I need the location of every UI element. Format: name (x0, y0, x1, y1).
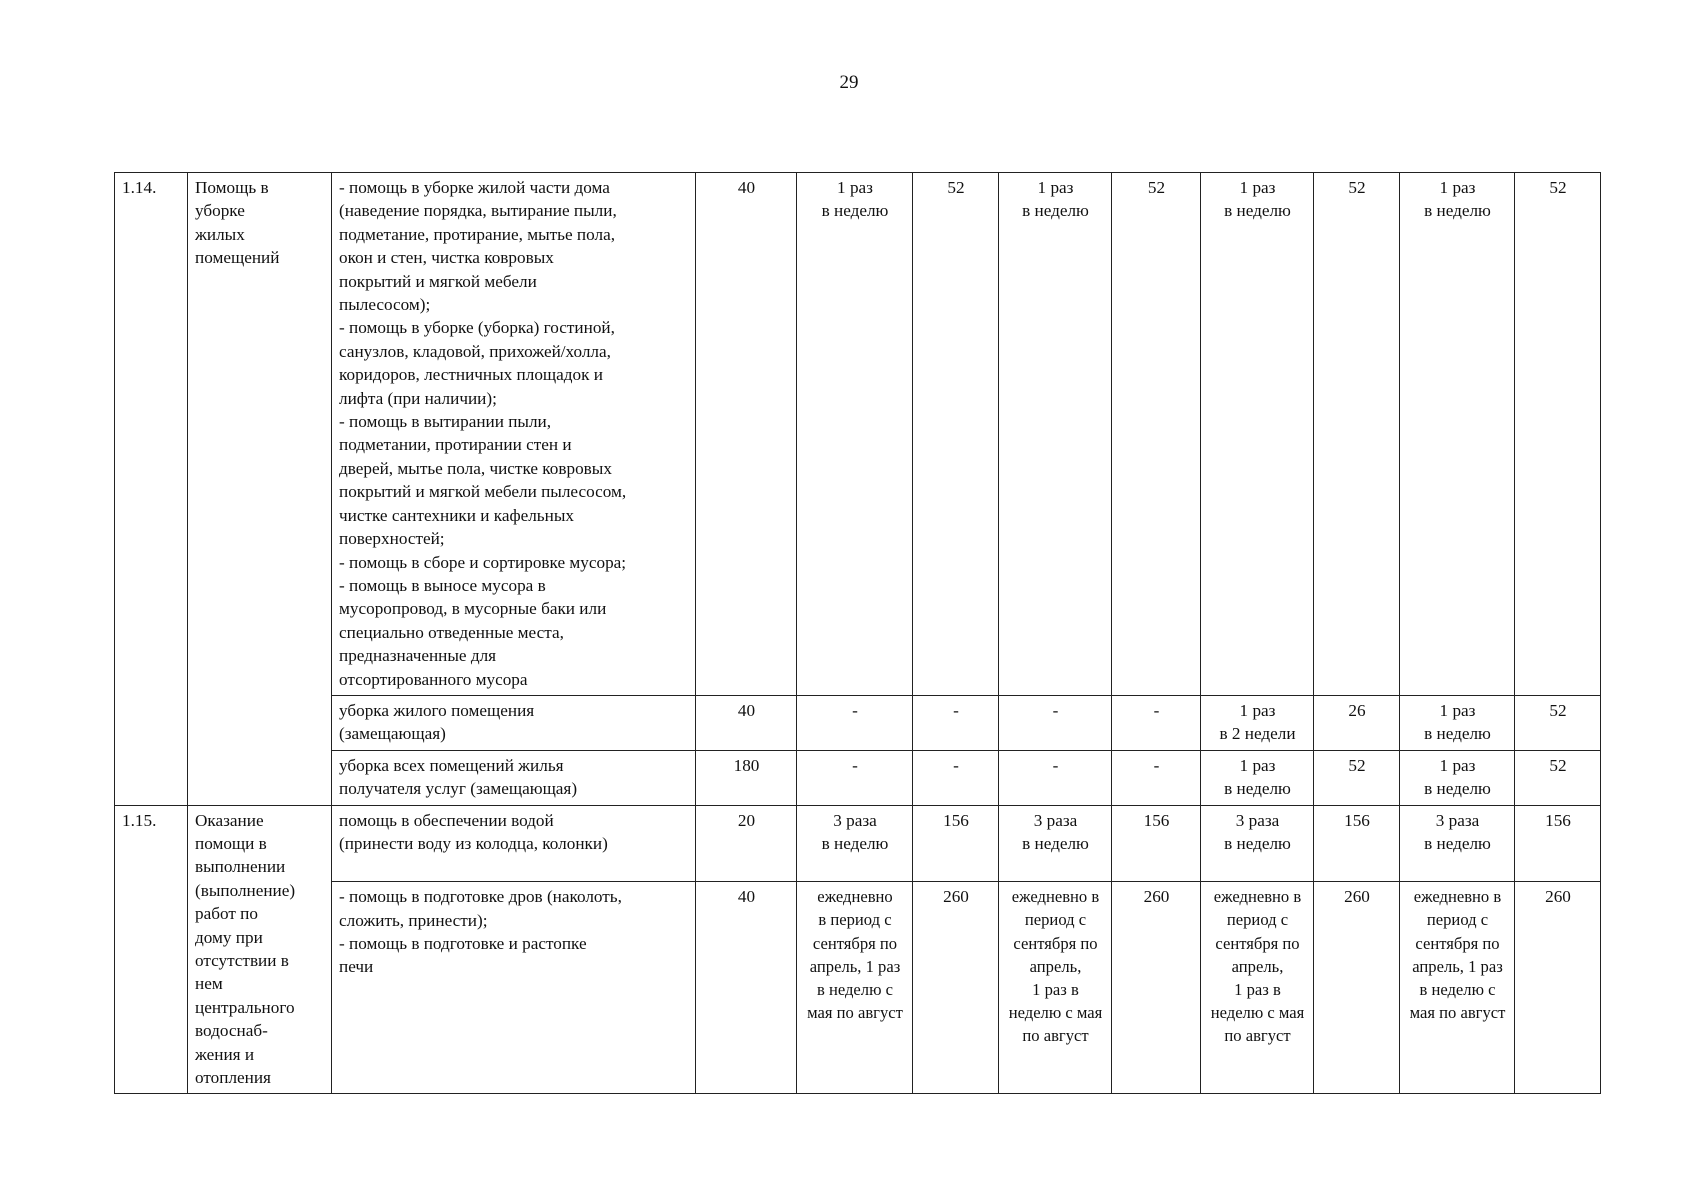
count-1: 52 (913, 173, 999, 696)
frequency-2 (999, 750, 1112, 805)
frequency-4 (1400, 882, 1515, 1094)
frequency-line: 1 раз (1239, 178, 1276, 197)
description-line: дверей, мытье пола, чистке ковровых (339, 458, 612, 478)
count-3: 52 (1314, 750, 1400, 805)
frequency-line: по август (1022, 1026, 1089, 1046)
frequency-line: апрель, 1 раз (1412, 956, 1503, 976)
frequency-line: период с (1226, 910, 1289, 930)
frequency-line: в неделю (1022, 201, 1089, 221)
frequency-line: 3 раза (833, 810, 877, 830)
service-name-line: жилых (195, 224, 245, 244)
description-line: лифта (при наличии); (339, 388, 497, 408)
frequency-line: в неделю (821, 833, 889, 853)
frequency-line: в неделю (1424, 201, 1491, 221)
service-name-line: дому при (195, 927, 263, 947)
count-4: 52 (1515, 750, 1601, 805)
service-name (188, 173, 332, 806)
description-line: - помощь в подготовке и растопке (339, 933, 587, 953)
frequency-line: - (852, 700, 858, 720)
description-line: покрытий и мягкой мебели (339, 271, 537, 291)
frequency-3 (1201, 173, 1314, 696)
service-name-line: отсутствии в (195, 951, 289, 970)
frequency-line: 3 раза (1033, 810, 1078, 830)
item-code: 1.14. (115, 173, 188, 806)
description-line: (наведение порядка, вытирание пыли, (339, 201, 617, 221)
time-value: 40 (696, 882, 797, 1094)
frequency-2 (999, 173, 1112, 696)
frequency-line: апрель, (1231, 956, 1284, 976)
service-description (332, 805, 696, 882)
frequency-line: ежедневно в (1011, 887, 1100, 907)
frequency-line: 1 раз (1439, 700, 1476, 720)
count-4: 52 (1515, 173, 1601, 696)
frequency-line: 1 раз (837, 178, 873, 197)
description-line: - помощь в выносе мусора в (339, 575, 546, 595)
frequency-line: ежедневно в (1413, 887, 1502, 907)
frequency-line: 1 раз в (1234, 979, 1281, 999)
frequency-2 (999, 805, 1112, 882)
service-name-line: уборке (195, 201, 245, 221)
description-line: - помощь в уборке (уборка) гостиной, (339, 318, 615, 338)
frequency-3 (1201, 750, 1314, 805)
frequency-4 (1400, 173, 1515, 696)
table-row (115, 750, 1601, 805)
frequency-line: сентября по (812, 933, 898, 953)
frequency-line: в неделю (1022, 833, 1089, 853)
frequency-line: мая по август (807, 1003, 903, 1023)
service-description (332, 173, 696, 696)
service-name-line: выполнении (195, 857, 286, 877)
service-name-line: помощи в (195, 833, 267, 853)
service-description (332, 695, 696, 750)
item-code: 1.15. (115, 805, 188, 1094)
table-body (115, 173, 1601, 1094)
frequency-4 (1400, 805, 1515, 882)
frequency-4 (1400, 695, 1515, 750)
service-description (332, 750, 696, 805)
frequency-1 (797, 805, 913, 882)
description-line: - помощь в подготовке дров (наколоть, (339, 887, 622, 907)
frequency-line: сентября по (1415, 933, 1500, 953)
frequency-line: ежедневно в (1213, 887, 1302, 907)
table-row (115, 173, 1601, 696)
frequency-2 (999, 882, 1112, 1094)
frequency-line: 3 раза (1235, 810, 1280, 830)
frequency-line: в неделю (1224, 201, 1291, 221)
description-line: печи (339, 957, 374, 977)
frequency-line: период с (1426, 910, 1489, 930)
frequency-line: в период с (818, 910, 892, 930)
count-4: 52 (1515, 695, 1601, 750)
frequency-3 (1201, 882, 1314, 1094)
description-line: специально отведенные места, (339, 622, 564, 642)
count-2: 260 (1112, 882, 1201, 1094)
description-line: получателя услуг (замещающая) (339, 779, 578, 799)
frequency-line: 1 раз (1239, 700, 1276, 720)
description-line: (замещающая) (339, 724, 446, 744)
frequency-line: в неделю с (816, 979, 893, 999)
time-value: 180 (696, 750, 797, 805)
frequency-line: ежедневно (817, 887, 893, 907)
count-4: 156 (1515, 805, 1601, 882)
table-row (115, 805, 1601, 882)
frequency-line: 1 раз (1439, 178, 1476, 197)
frequency-3 (1201, 805, 1314, 882)
description-line: предназначенные для (339, 646, 497, 666)
description-line: санузлов, кладовой, прихожей/холла, (339, 341, 611, 361)
service-name-line: Оказание (195, 810, 264, 830)
description-line: отсортированного мусора (339, 669, 528, 689)
frequency-line: по август (1224, 1026, 1291, 1046)
time-value: 20 (696, 805, 797, 882)
count-3: 156 (1314, 805, 1400, 882)
frequency-line: 1 раз (1439, 755, 1476, 775)
service-name-line: отопления (195, 1068, 271, 1088)
service-name-line: Помощь в (195, 178, 269, 197)
description-line: поверхностей; (339, 529, 445, 549)
frequency-line: - (852, 755, 858, 775)
count-1: 260 (913, 882, 999, 1094)
count-3: 52 (1314, 173, 1400, 696)
description-line: уборка жилого помещения (339, 700, 535, 720)
service-description (332, 882, 696, 1094)
frequency-1 (797, 882, 913, 1094)
frequency-2 (999, 695, 1112, 750)
frequency-line: апрель, (1029, 956, 1082, 976)
frequency-line: - (1052, 755, 1059, 775)
description-line: коридоров, лестничных площадок и (339, 365, 603, 385)
frequency-line: в неделю (1424, 779, 1491, 799)
frequency-line: в неделю с (1419, 979, 1496, 999)
frequency-line: сентября по (1013, 933, 1098, 953)
services-table (114, 172, 1601, 1094)
count-2: - (1112, 695, 1201, 750)
description-line: помощь в обеспечении водой (339, 810, 554, 830)
service-name-line: нем (195, 974, 223, 994)
frequency-1 (797, 695, 913, 750)
frequency-line: 1 раз (1239, 755, 1276, 775)
description-line: - помощь в сборе и сортировке мусора; (339, 552, 627, 572)
frequency-line: в неделю (1224, 833, 1291, 853)
frequency-line: неделю с мая (1210, 1003, 1305, 1023)
frequency-line: в неделю (1424, 724, 1491, 744)
description-line: мусоропровод, в мусорные баки или (339, 599, 607, 619)
count-3: 26 (1314, 695, 1400, 750)
frequency-1 (797, 750, 913, 805)
service-name-line: помещений (195, 248, 280, 268)
frequency-line: 1 раз в (1032, 979, 1079, 999)
count-1: - (913, 695, 999, 750)
frequency-line: 1 раз (1037, 178, 1074, 197)
frequency-line: апрель, 1 раз (809, 956, 901, 976)
service-name-line: жения и (195, 1044, 255, 1064)
description-line: окон и стен, чистка ковровых (339, 248, 554, 268)
frequency-line: в неделю (821, 201, 889, 221)
frequency-line: неделю с мая (1008, 1003, 1103, 1023)
description-line: покрытий и мягкой мебели пылесосом, (339, 482, 627, 502)
description-line: (принести воду из колодца, колонки) (339, 833, 608, 853)
description-line: уборка всех помещений жилья (339, 755, 564, 775)
count-1: 156 (913, 805, 999, 882)
count-2: - (1112, 750, 1201, 805)
count-2: 52 (1112, 173, 1201, 696)
service-name-line: работ по (195, 904, 258, 924)
service-name-line: водоснаб- (195, 1021, 268, 1041)
frequency-line: сентября по (1215, 933, 1300, 953)
time-value: 40 (696, 695, 797, 750)
table-row (115, 695, 1601, 750)
count-4: 260 (1515, 882, 1601, 1094)
count-1: - (913, 750, 999, 805)
frequency-4 (1400, 750, 1515, 805)
description-line: подметании, протирании стен и (339, 435, 572, 455)
page-number: 29 (839, 72, 859, 93)
service-name-line: (выполнение) (195, 880, 296, 900)
service-name-line: центрального (195, 997, 295, 1017)
frequency-3 (1201, 695, 1314, 750)
frequency-line: в неделю (1424, 833, 1491, 853)
frequency-line: 3 раза (1435, 810, 1480, 830)
frequency-line: в неделю (1224, 779, 1291, 799)
frequency-1 (797, 173, 913, 696)
frequency-line: мая по август (1409, 1003, 1506, 1023)
count-3: 260 (1314, 882, 1400, 1094)
description-line: сложить, принести); (339, 910, 488, 930)
description-line: - помощь в вытирании пыли, (339, 412, 552, 432)
description-line: подметание, протирание, мытье пола, (339, 224, 615, 244)
time-value: 40 (696, 173, 797, 696)
frequency-line: в 2 недели (1219, 724, 1296, 744)
description-line: пылесосом); (339, 295, 431, 315)
count-2: 156 (1112, 805, 1201, 882)
frequency-line: период с (1024, 910, 1087, 930)
description-line: чистке сантехники и кафельных (339, 505, 574, 525)
service-name (188, 805, 332, 1094)
frequency-line: - (1052, 700, 1059, 720)
description-line: - помощь в уборке жилой части дома (339, 178, 610, 197)
table-row (115, 882, 1601, 1094)
